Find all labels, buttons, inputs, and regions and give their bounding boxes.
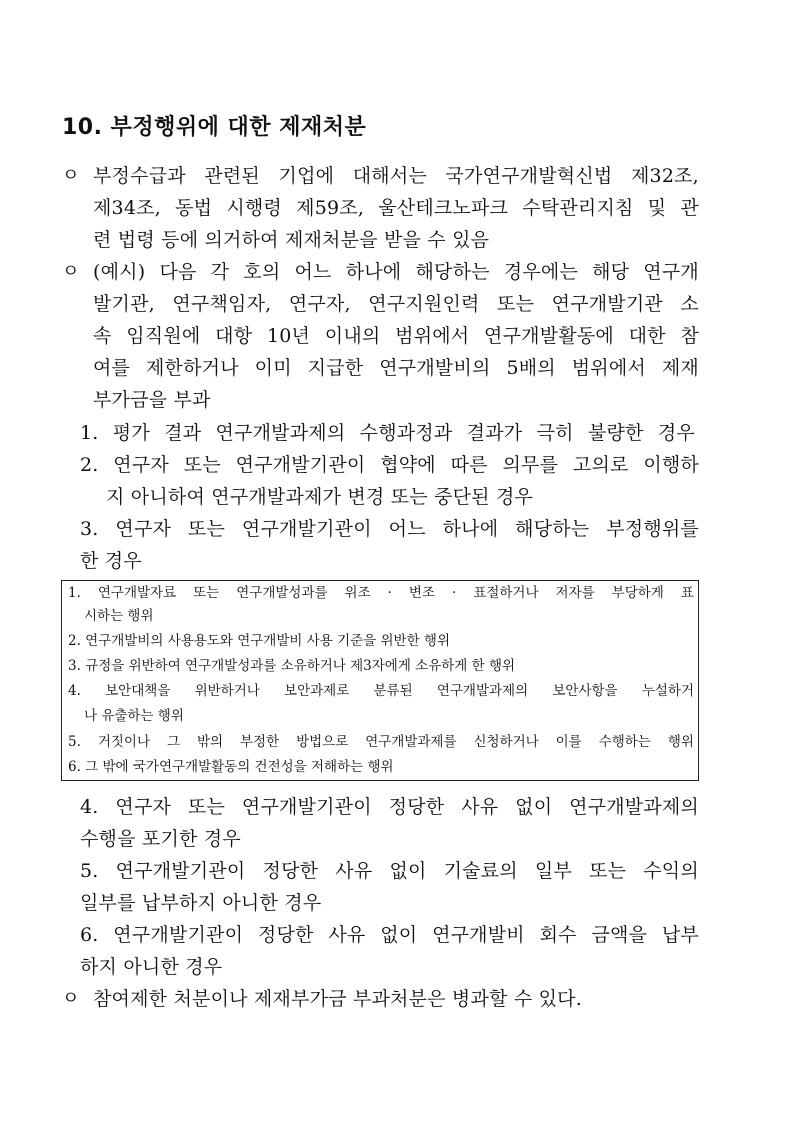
word: 제재: [661, 357, 699, 379]
word: 연구자: [115, 518, 172, 540]
word: 이내의: [324, 325, 381, 347]
word: 고의로: [572, 454, 629, 476]
word: 누설하거: [641, 683, 694, 699]
word: 불량한: [587, 422, 644, 444]
word: 없이: [380, 924, 418, 946]
word: 어느: [388, 518, 426, 540]
item-4-line-1: [80, 795, 699, 819]
word: 부당하게: [611, 585, 664, 601]
item-6-line-2: 하지 아니한 경우: [80, 956, 223, 978]
word: (예시): [93, 261, 146, 283]
word: ·: [452, 585, 457, 601]
word: 참: [680, 325, 699, 347]
word: 울산테크노파크: [378, 197, 509, 219]
word: 연구개: [643, 261, 699, 283]
para2-line-3: [93, 324, 699, 348]
bullet-marker: ㅇ: [62, 261, 80, 282]
word: 해당하는: [515, 518, 590, 540]
para2-line-4: [93, 356, 699, 380]
word: 결과가: [466, 422, 523, 444]
misconduct-box: [61, 580, 699, 781]
box-line-2: 시하는 행위: [84, 608, 154, 624]
word: 제32조,: [631, 165, 699, 187]
word: 또는: [497, 293, 535, 315]
word: 다음: [159, 261, 197, 283]
word: 여를: [93, 357, 131, 379]
word: 수행하는: [598, 734, 651, 750]
word: 관: [680, 197, 699, 219]
word: 정당한: [262, 860, 319, 882]
para2-line-1: [93, 260, 699, 284]
word: 사유: [328, 924, 366, 946]
word: 연구개발자료: [97, 585, 177, 601]
word: 호의: [243, 261, 281, 283]
para1-line-1: [93, 164, 699, 188]
word: 없이: [389, 860, 427, 882]
para1-line-3: 련 법령 등에 의거하여 제재처분을 받을 수 있음: [93, 229, 490, 251]
word: 5배의: [506, 357, 556, 379]
word: 행위: [667, 734, 694, 750]
word: 방법으로: [296, 734, 349, 750]
word: 부정수급과: [93, 165, 186, 187]
word: 5.: [80, 860, 99, 882]
word: 5.: [68, 734, 81, 750]
word: 대한: [628, 325, 666, 347]
word: 위조: [344, 585, 371, 601]
word: 수탁관리지침: [522, 197, 634, 219]
word: 또는: [187, 518, 226, 540]
word: 부정행위를: [606, 518, 699, 540]
word: 표: [680, 585, 694, 601]
word: 대해서는: [352, 165, 427, 187]
word: 1.: [80, 422, 99, 444]
word: 연구개발비: [432, 924, 525, 946]
word: 밖의: [196, 734, 224, 750]
box-line-8: 6. 그 밖에 국가연구개발활동의 건전성을 저해하는 행위: [68, 759, 394, 775]
word: 관련된: [204, 165, 260, 187]
word: ·: [387, 585, 392, 601]
box-line-1: [68, 584, 694, 602]
item-5-line-1: [80, 859, 699, 883]
word: 사유: [335, 860, 373, 882]
word: 거짓이나: [97, 734, 151, 750]
word: 보안과제로: [284, 683, 350, 699]
para1-line-2: [93, 196, 699, 220]
word: 3.: [80, 518, 99, 540]
word: 정당한: [388, 796, 445, 818]
item-2-line-1: [80, 453, 699, 477]
word: 이행하: [643, 454, 699, 476]
word: 기업에: [278, 165, 335, 187]
word: 연구개발과제의: [215, 422, 346, 444]
word: 금액을: [591, 924, 648, 946]
word: 경우에는: [503, 261, 578, 283]
word: 없이: [515, 796, 553, 818]
word: 부정한: [240, 734, 280, 750]
word: 4.: [68, 683, 81, 699]
word: 기술료의: [443, 860, 518, 882]
word: 범위에서: [571, 357, 646, 379]
bullet-marker: ㅇ: [62, 988, 80, 1009]
word: 연구자,: [288, 293, 351, 315]
word: 연구개발과제를: [365, 734, 457, 750]
box-line-3: 2. 연구개발비의 사용용도와 연구개발비 사용 기준을 위반한 행위: [68, 633, 450, 649]
item-3-line-2: 한 경우: [80, 550, 142, 572]
word: 사유: [461, 796, 499, 818]
word: 또는: [193, 585, 220, 601]
word: 변조: [408, 585, 436, 601]
word: 각: [210, 261, 230, 283]
word: 납부: [661, 924, 699, 946]
word: 제34조,: [93, 197, 161, 219]
para2-line-2: [93, 292, 699, 316]
word: 회수: [539, 924, 577, 946]
word: 의무를: [502, 454, 559, 476]
box-line-5: [68, 682, 694, 700]
word: 제한하거나: [146, 357, 239, 379]
box-line-6: 나 유출하는 행위: [84, 708, 184, 724]
word: 연구자: [115, 796, 172, 818]
word: 이를: [555, 734, 582, 750]
word: 시행령: [226, 197, 282, 219]
item-2-line-2: 지 아니하여 연구개발과제가 변경 또는 중단된 경우: [106, 486, 534, 508]
para2-line-5: 부가금을 부과: [93, 389, 211, 411]
word: 연구개발기관이: [241, 518, 372, 540]
item-6-line-1: [80, 923, 699, 947]
section-heading: 10. 부정행위에 대한 제재처분: [62, 115, 367, 140]
word: 발기관,: [93, 293, 155, 315]
word: 정당한: [257, 924, 314, 946]
word: 4.: [80, 796, 99, 818]
word: 위반하거나: [194, 683, 260, 699]
item-5-line-2: 일부를 납부하지 아니한 경우: [80, 892, 322, 914]
word: 해당: [592, 261, 630, 283]
word: 따른: [450, 454, 488, 476]
word: 동법: [175, 197, 213, 219]
word: 연구개발활동에: [484, 325, 614, 347]
word: 2.: [80, 454, 99, 476]
word: 1.: [68, 585, 81, 601]
word: 그: [166, 734, 181, 750]
word: 수행과정과: [359, 422, 453, 444]
word: 소: [680, 293, 699, 315]
word: 어느: [294, 261, 332, 283]
word: 연구지원인력: [368, 293, 480, 315]
word: 또는: [187, 796, 226, 818]
word: 지급한: [307, 357, 364, 379]
word: 이미: [254, 357, 292, 379]
para3-line-1: 참여제한 처분이나 제재부가금 부과처분은 병과할 수 있다.: [93, 988, 582, 1010]
word: 저자를: [555, 585, 595, 601]
box-line-4: 3. 규정을 위반하여 연구개발성과를 소유하거나 제3자에게 소유하게 한 행위: [68, 658, 516, 674]
word: 연구개발기관이: [115, 860, 246, 882]
word: 연구자: [113, 454, 169, 476]
box-line-7: [68, 733, 694, 751]
word: 연구개발과제의: [569, 796, 699, 818]
word: 연구개발기관: [551, 293, 663, 315]
word: 연구개발비의: [379, 357, 491, 379]
word: 경우: [657, 422, 695, 444]
word: 속: [93, 325, 112, 347]
word: 범위에서: [395, 325, 470, 347]
item-4-line-2: 수행을 포기한 경우: [80, 828, 241, 850]
word: 국가연구개발혁신법: [445, 165, 613, 187]
word: 연구개발과제의: [436, 683, 529, 699]
word: 및: [647, 197, 667, 219]
word: 연구개발기관이: [113, 924, 244, 946]
word: 신청하거나: [473, 734, 539, 750]
word: 분류된: [373, 683, 413, 699]
word: 연구책임자,: [172, 293, 272, 315]
word: 또는: [589, 860, 627, 882]
word: 표절하거나: [473, 585, 539, 601]
word: 연구개발기관이: [235, 454, 366, 476]
item-3-line-1: [80, 517, 699, 541]
word: 대항: [215, 325, 253, 347]
word: 10년: [266, 325, 311, 347]
word: 제59조,: [296, 197, 365, 219]
word: 해당하는: [415, 261, 490, 283]
word: 6.: [80, 924, 99, 946]
word: 보안대책을: [105, 683, 171, 699]
word: 수익의: [643, 860, 699, 882]
word: 하나에: [442, 518, 499, 540]
word: 일부: [534, 860, 573, 882]
word: 평가: [112, 422, 150, 444]
word: 결과: [164, 422, 202, 444]
word: 보안사항을: [552, 683, 618, 699]
word: 하나에: [345, 261, 402, 283]
word: 극히: [536, 422, 574, 444]
item-1-line-1: [80, 421, 695, 445]
word: 연구개발기관이: [241, 796, 372, 818]
word: 또는: [183, 454, 221, 476]
word: 협약에: [380, 454, 436, 476]
word: 연구개발성과를: [236, 585, 328, 601]
bullet-marker: ㅇ: [62, 165, 80, 186]
word: 임직원에: [126, 325, 201, 347]
